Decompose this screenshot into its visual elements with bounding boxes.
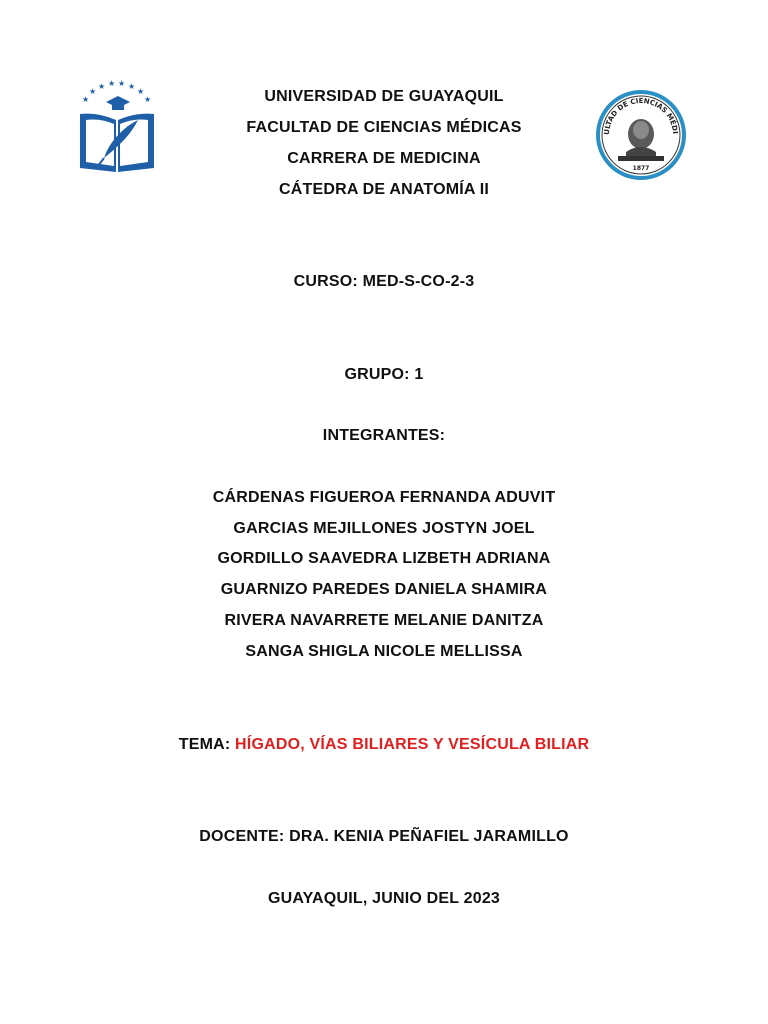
group-line: GRUPO: 1 <box>344 366 424 383</box>
svg-text:★: ★ <box>128 82 136 91</box>
svg-text:★: ★ <box>89 87 97 96</box>
member-4: GUARNIZO PAREDES DANIELA SHAMIRA <box>220 581 548 598</box>
career-name: CARRERA DE MEDICINA <box>287 150 481 167</box>
topic-line <box>0 735 768 755</box>
member-3: GORDILLO SAAVEDRA LIZBETH ADRIANA <box>217 550 551 567</box>
member-2: GARCIAS MEJILLONES JOSTYN JOEL <box>233 520 535 537</box>
seal-arc-text: ULTAD DE CIENCIAS MÉDI <box>602 96 679 136</box>
member-5: RIVERA NAVARRETE MELANIE DANITZA <box>224 612 544 629</box>
chair-name: CÁTEDRA DE ANATOMÍA II <box>278 181 490 198</box>
member-6: SANGA SHIGLA NICOLE MELLISSA <box>245 643 523 660</box>
university-name: UNIVERSIDAD DE GUAYAQUIL <box>264 88 504 105</box>
faculty-name: FACULTAD DE CIENCIAS MÉDICAS <box>246 119 522 136</box>
members-heading: INTEGRANTES: <box>322 427 446 444</box>
teacher-line: DOCENTE: DRA. KENIA PEÑAFIEL JARAMILLO <box>199 828 569 845</box>
seal-year: 1877 <box>632 165 650 172</box>
svg-text:★: ★ <box>98 82 106 91</box>
topic-label: TEMA: <box>178 736 231 753</box>
svg-text:★: ★ <box>137 87 145 96</box>
svg-text:★: ★ <box>82 95 90 104</box>
svg-text:★: ★ <box>108 80 116 88</box>
svg-text:★: ★ <box>144 95 152 104</box>
place-date-line: GUAYAQUIL, JUNIO DEL 2023 <box>267 890 501 907</box>
svg-text:★: ★ <box>118 80 126 88</box>
course-line: CURSO: MED-S-CO-2-3 <box>293 273 475 290</box>
topic-value: HÍGADO, VÍAS BILIARES Y VESÍCULA BILIAR <box>235 736 590 753</box>
member-1: CÁRDENAS FIGUEROA FERNANDA ADUVIT <box>212 489 556 506</box>
